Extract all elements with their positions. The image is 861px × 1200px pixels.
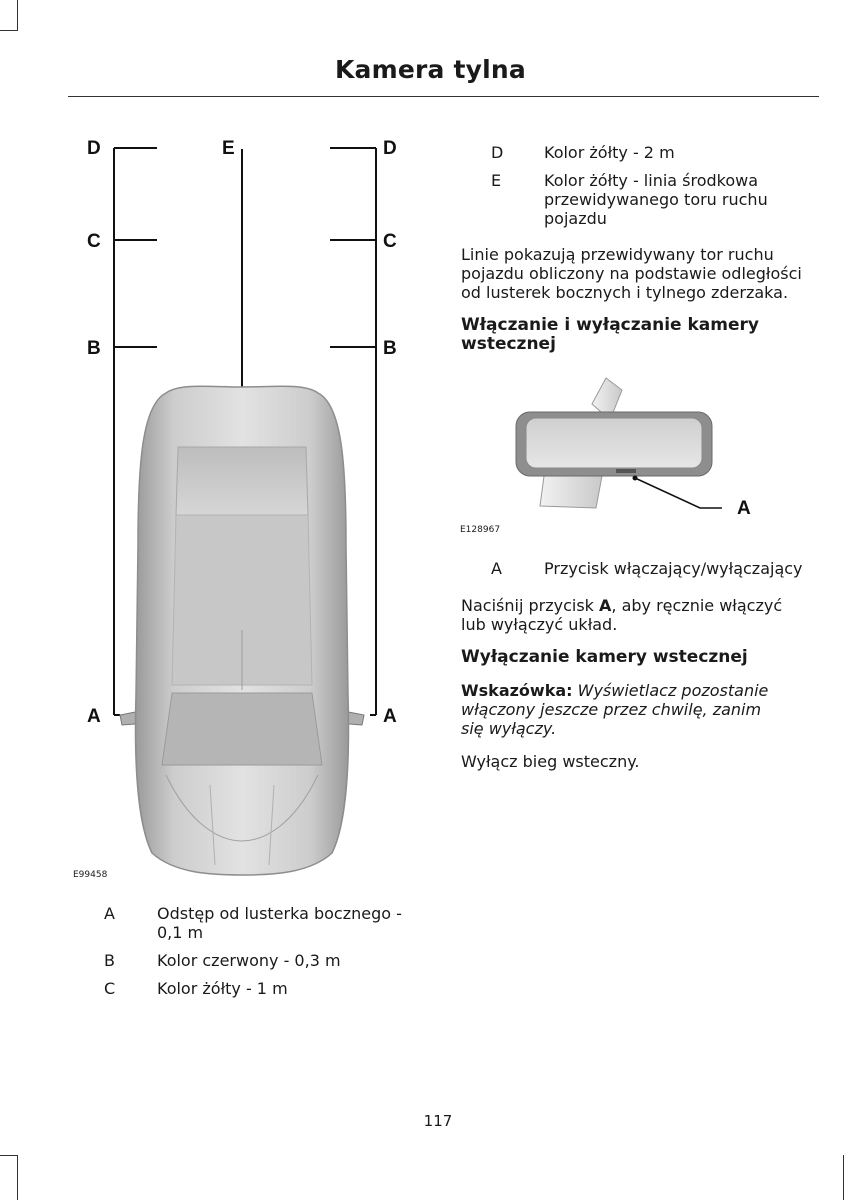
instruction-key: A: [599, 596, 612, 615]
title-divider: [68, 96, 819, 97]
note-paragraph: [461, 681, 816, 738]
legend-text: Kolor żółty - 1 m: [157, 979, 288, 998]
rearview-mirror-figure: [460, 372, 760, 522]
crop-mark: [0, 1155, 18, 1156]
crop-mark: [0, 30, 18, 31]
crop-mark: [17, 0, 18, 30]
label-d-right: D: [383, 138, 397, 159]
legend-mirror: [457, 559, 812, 587]
label-a-right: A: [383, 706, 397, 727]
note-text: Wyświetlacz pozostanie włączony jeszcze przez chwilę, zanim się wyłączy.: [461, 681, 769, 738]
note-label: Wskazówka:: [461, 681, 573, 700]
final-instruction: Wyłącz bieg wsteczny.: [461, 752, 640, 771]
label-b-left: B: [87, 338, 101, 359]
crop-mark: [17, 1155, 18, 1200]
legend-right: [457, 143, 812, 237]
legend-key: E: [491, 171, 502, 190]
instruction-paragraph: [461, 596, 816, 634]
body-column-bottom: [461, 596, 816, 785]
instruction-pre: Naciśnij przycisk: [461, 596, 599, 615]
legend-text: Kolor żółty - linia środkowa przewidywanego toru ruchu pojazdu: [544, 171, 768, 228]
label-b-right: B: [383, 338, 397, 359]
legend-text: Kolor czerwony - 0,3 m: [157, 951, 341, 970]
crop-mark: [843, 1155, 844, 1200]
legend-text: Odstęp od lusterka bocznego - 0,1 m: [157, 904, 402, 942]
legend-key: B: [104, 951, 115, 970]
intro-paragraph: Linie pokazują przewidywany tor ruchu pojazdu obliczony na podstawie odległości od lusterek bocznych i tylnego zderzaka.: [461, 245, 802, 302]
legend-row: [70, 951, 420, 970]
legend-row: [457, 171, 812, 228]
section-heading-off: Wyłączanie kamery wstecznej: [461, 647, 748, 667]
page-number: 117: [423, 1112, 453, 1130]
car-top-view: [120, 386, 364, 875]
legend-key: A: [491, 559, 502, 578]
mirror-label-a: A: [737, 498, 751, 519]
figure-id: E128967: [460, 525, 501, 535]
instruction-post: , aby ręcznie włączyć lub wyłączyć układ.: [461, 596, 783, 634]
legend-left: [70, 904, 420, 1007]
legend-text: Przycisk włączający/wyłączający: [544, 559, 803, 578]
legend-key: A: [104, 904, 115, 923]
label-c-left: C: [87, 231, 101, 252]
label-d-left: D: [87, 138, 101, 159]
page-title: Kamera tylna: [334, 55, 527, 84]
legend-key: D: [491, 143, 504, 162]
label-a-left: A: [87, 706, 101, 727]
legend-row: [70, 904, 420, 942]
section-heading-on-off: Włączanie i wyłączanie kamery wstecznej: [461, 315, 759, 354]
legend-text: Kolor żółty - 2 m: [544, 143, 675, 162]
parking-guidelines-figure: [60, 125, 440, 895]
label-e: E: [222, 138, 235, 159]
legend-row: [457, 559, 812, 578]
figure-id: E99458: [73, 870, 108, 880]
label-c-right: C: [383, 231, 397, 252]
legend-row: [70, 979, 420, 998]
legend-key: C: [104, 979, 116, 998]
legend-row: [457, 143, 812, 162]
body-column-top: [461, 245, 816, 368]
